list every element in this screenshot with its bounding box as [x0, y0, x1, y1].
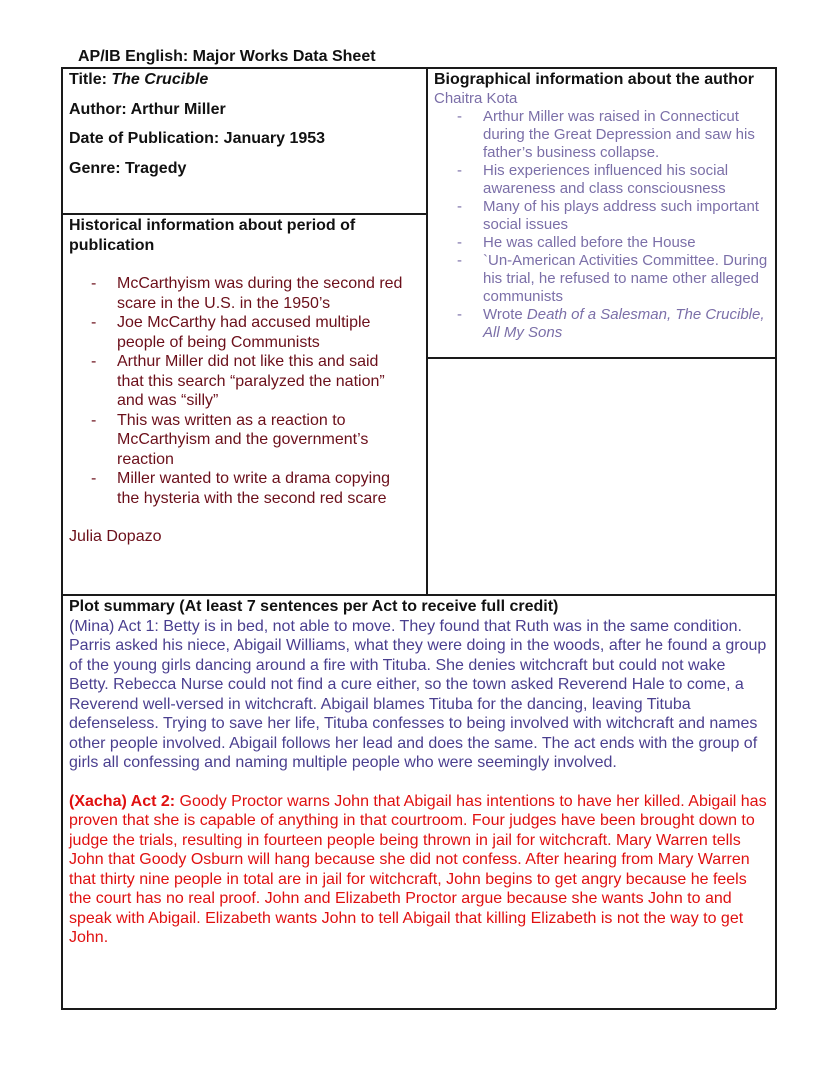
genre-line: Genre: Tragedy	[69, 159, 187, 177]
historical-heading: Historical information about period of publication	[69, 217, 356, 254]
plot-act1: (Mina) Act 1: Betty is in bed, not able to move. They found that Ruth was in the same condition. Parris asked his niece, Abigail Williams, what they were doing in the woods, after he found a group of the young girls dancing around a fire with Tituba. She denies witchcraft but could not wake Betty. Rebecca Nurse could not find a cure either, so the town asked Reverend Hale to come, a Reverend well-versed in witchcraft. Abigail blames Tituba for the dancing, leaving Tituba defenseless. Trying to save her life, Tituba confesses to being involved with witchcraft and names other people involved. Abigail follows her lead and does the same. The act ends with the group of girls all confessing and naming multiple people who were seemingly involved.	[69, 617, 767, 771]
historical-author-name: Julia Dopazo	[69, 528, 162, 545]
historical-cell	[69, 216, 419, 547]
list-item: - He was called before the House	[457, 233, 696, 251]
table-border-top	[61, 67, 776, 69]
biographical-heading: Biographical information about the author	[434, 71, 754, 88]
historical-list	[91, 274, 407, 508]
table-border-bottom	[61, 1008, 776, 1010]
list-item: - Many of his plays address such important social issues	[457, 197, 759, 233]
plot-act2	[69, 792, 769, 948]
page-title: AP/IB English: Major Works Data Sheet	[78, 48, 376, 65]
biographical-list	[457, 107, 771, 342]
left-row-divider	[61, 213, 427, 215]
list-item: - Arthur Miller was raised in Connecticut during the Great Depression and saw his father’s business collapse.	[457, 107, 755, 161]
table-border-left	[61, 67, 63, 1009]
date-line: Date of Publication: January 1953	[69, 130, 326, 147]
title-label: Title:	[69, 71, 112, 88]
title-line	[69, 70, 419, 90]
biographical-cell	[434, 70, 772, 342]
right-row-divider	[426, 357, 776, 359]
biographical-author-name: Chaitra Kota	[434, 89, 518, 107]
table-border-right	[775, 67, 777, 1009]
list-item: - Joe McCarthy had accused multiple people of being Communists	[91, 314, 371, 351]
plot-row-divider	[61, 594, 776, 596]
list-item: - Wrote Death of a Salesman, The Crucible, All My Sons	[457, 305, 765, 341]
work-info-cell	[69, 70, 419, 178]
title-value: The Crucible	[111, 71, 209, 88]
column-divider	[426, 67, 428, 594]
act2-label: (Xacha) Act 2:	[69, 792, 176, 810]
list-item: - His experiences influenced his social awareness and class consciousness	[457, 161, 729, 197]
list-item: - `Un-American Activities Committee. During his trial, he refused to name other alleged communists	[457, 251, 768, 305]
author-line: Author: Arthur Miller	[69, 100, 226, 118]
list-item: - Arthur Miller did not like this and said that this search “paralyzed the nation” and was “silly”	[91, 353, 385, 409]
list-item: - This was written as a reaction to McCarthyism and the government’s reaction	[91, 411, 369, 468]
list-item: - McCarthyism was during the second red scare in the U.S. in the 1950’s	[91, 275, 403, 312]
plot-heading: Plot summary (At least 7 sentences per Act to receive full credit)	[69, 598, 559, 615]
act2-text: Goody Proctor warns John that Abigail has intentions to have her killed. Abigail has proven that she is capable of anything in that courtroom. Four judges have been brought down to judge the trials, resulting in fourteen people being thrown in jail for witchcraft. Mary Warren tells John that Goody Osburn will hang because she did not confess. After hearing from Mary Warren that thirty nine people in total are in jail for witchcraft, John begins to get angry because he feels the court has no real proof. John and Elizabeth Proctor argue because she wants John to and speak with Abigail. Elizabeth wants John to tell Abigail that killing Elizabeth is not the way to get John.	[69, 792, 767, 946]
list-item: - Miller wanted to write a drama copying the hysteria with the second red scare	[91, 470, 391, 507]
plot-cell	[69, 597, 769, 948]
